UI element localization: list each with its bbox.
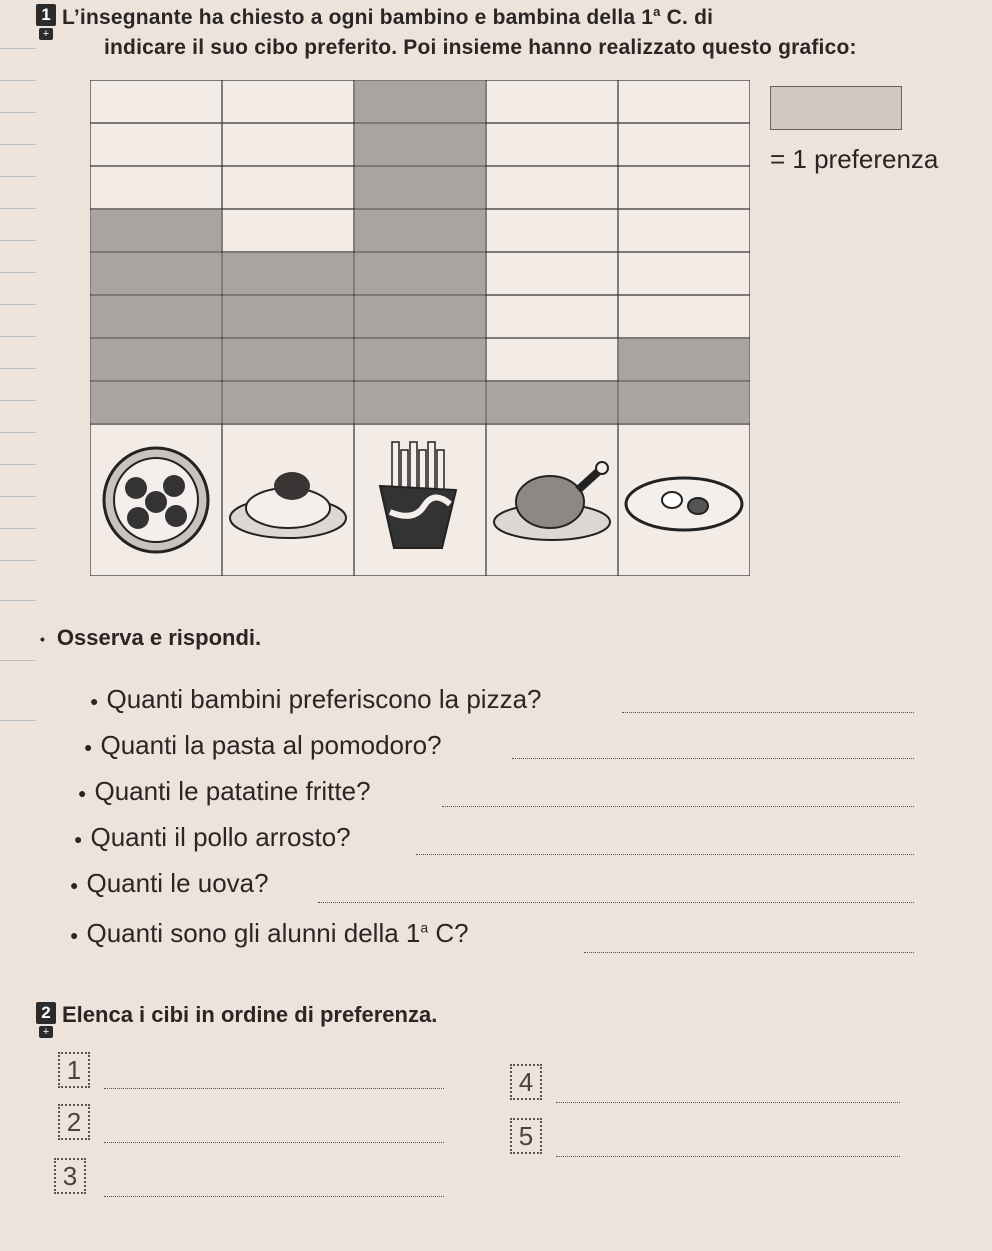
chicken-body <box>516 476 584 528</box>
rank-box-2: 2 <box>58 1104 90 1140</box>
exercise-2-title: Elenca i cibi in ordine di preferenza. <box>62 1002 438 1027</box>
fries-stick <box>428 442 435 492</box>
bar-cell-filled <box>91 253 221 294</box>
bar-cell-empty <box>91 124 221 165</box>
bar-cell-empty <box>619 296 749 337</box>
plus-badge-2: + <box>39 1026 53 1038</box>
bar-cell-empty <box>91 81 221 122</box>
bar-cell-empty <box>487 296 617 337</box>
bar-cell-empty <box>619 81 749 122</box>
pizza-topping <box>165 505 187 527</box>
bar-cell-filled <box>91 296 221 337</box>
bar-cell-filled <box>355 124 485 165</box>
pizza-topping <box>125 477 147 499</box>
bar-cell-empty <box>487 210 617 251</box>
bar-cell-filled <box>355 81 485 122</box>
rank-line-3[interactable] <box>104 1196 444 1197</box>
rank-box-4: 4 <box>510 1064 542 1100</box>
bar-cell-empty <box>223 124 353 165</box>
rank-box-3: 3 <box>54 1158 86 1194</box>
bar-cell-filled <box>487 382 617 423</box>
rank-line-1[interactable] <box>104 1088 444 1089</box>
question-pizza: ● Quanti bambini preferiscono la pizza? <box>90 684 542 714</box>
bar-cell-filled <box>619 382 749 423</box>
bar-cell-empty <box>487 339 617 380</box>
question-eggs: ● Quanti le uova? <box>70 868 269 898</box>
egg-yolk <box>662 492 682 508</box>
bar-cell-filled <box>223 253 353 294</box>
bar-cell-empty <box>223 81 353 122</box>
bar-cell-empty <box>91 167 221 208</box>
question-fries: ● Quanti le patatine fritte? <box>78 776 371 806</box>
exercise-1-title-line-1: L’insegnante ha chiesto a ogni bambino e bambina della 1$^a$ C. di <box>62 4 714 29</box>
question-pasta: ● Quanti la pasta al pomodoro? <box>84 730 442 760</box>
bar-cell-filled <box>355 210 485 251</box>
bar-cell-filled <box>223 296 353 337</box>
bar-cell-filled <box>355 253 485 294</box>
rank-box-5: 5 <box>510 1118 542 1154</box>
fries-icon <box>380 486 456 548</box>
exercise-1-title-line-2: indicare il suo cibo preferito. Poi insieme hanno realizzato questo grafico: <box>104 36 857 59</box>
fries-stick <box>410 442 417 492</box>
exercise-number-2: 2 <box>36 1002 56 1024</box>
bar-cell-filled <box>223 339 353 380</box>
answer-line-chicken[interactable] <box>416 854 914 855</box>
egg-yolk <box>688 498 708 514</box>
bar-cell-filled <box>91 382 221 423</box>
legend-label: = 1 preferenza <box>770 144 939 174</box>
chart-svg <box>90 80 750 576</box>
plus-badge-1: + <box>39 28 53 40</box>
pizza-topping <box>145 491 167 513</box>
fried-egg-icon <box>626 478 742 530</box>
rank-line-5[interactable] <box>556 1156 900 1157</box>
bar-cell-empty <box>223 167 353 208</box>
bar-cell-empty <box>619 210 749 251</box>
bar-cell-empty <box>619 124 749 165</box>
bar-cell-empty <box>487 124 617 165</box>
pizza-topping <box>127 507 149 529</box>
preference-chart <box>90 80 750 576</box>
answer-line-total[interactable] <box>584 952 914 953</box>
answer-line-fries[interactable] <box>442 806 914 807</box>
rank-box-1: 1 <box>58 1052 90 1088</box>
exercise-number-1: 1 <box>36 4 56 26</box>
bar-cell-empty <box>223 210 353 251</box>
fries-stick <box>392 442 399 492</box>
question-total: ● Quanti sono gli alunni della 1$^a$ C? <box>70 918 469 948</box>
question-chicken: ● Quanti il pollo arrosto? <box>74 822 351 852</box>
notebook-margin-lines <box>0 0 40 1251</box>
rank-line-4[interactable] <box>556 1102 900 1103</box>
bar-cell-empty <box>619 167 749 208</box>
bar-cell-empty <box>487 81 617 122</box>
legend-square <box>770 86 902 130</box>
bar-cell-filled <box>619 339 749 380</box>
chicken-bone <box>596 462 608 474</box>
bar-cell-filled <box>91 339 221 380</box>
spaghetti-sauce <box>274 472 310 500</box>
bar-cell-filled <box>355 382 485 423</box>
bar-cell-filled <box>355 167 485 208</box>
bar-cell-filled <box>355 339 485 380</box>
bar-cell-filled <box>355 296 485 337</box>
bar-cell-empty <box>487 167 617 208</box>
answer-line-eggs[interactable] <box>318 902 914 903</box>
answer-line-pasta[interactable] <box>512 758 914 759</box>
answer-line-pizza[interactable] <box>622 712 914 713</box>
section-title: • Osserva e rispondi. <box>40 625 262 650</box>
bar-cell-filled <box>223 382 353 423</box>
bar-cell-filled <box>91 210 221 251</box>
bar-cell-empty <box>619 253 749 294</box>
bar-cell-empty <box>487 253 617 294</box>
pizza-topping <box>163 475 185 497</box>
rank-line-2[interactable] <box>104 1142 444 1143</box>
